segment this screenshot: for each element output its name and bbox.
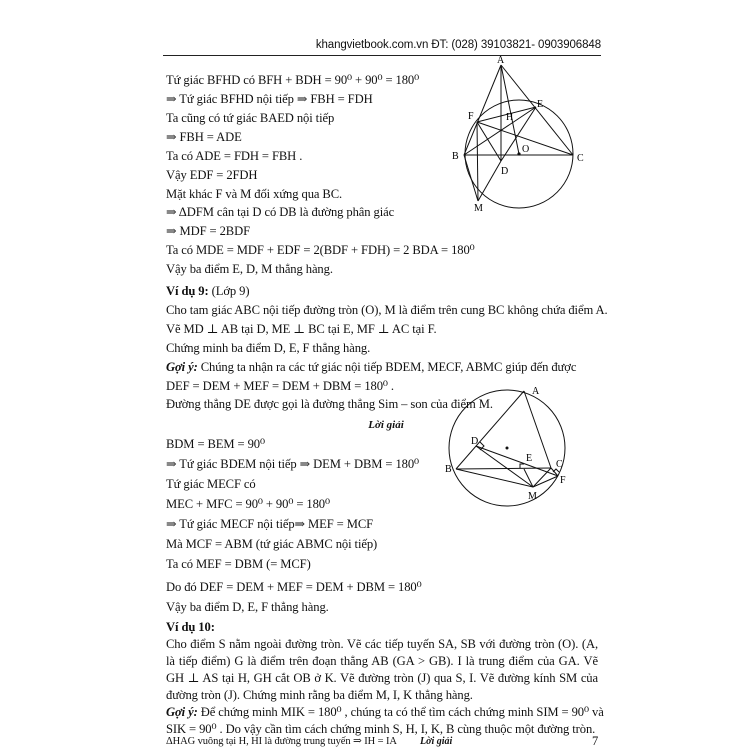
text-line: Ta cũng có tứ giác BAED nội tiếp <box>166 111 335 125</box>
label-d: D <box>471 436 479 447</box>
text-line: SIK = 90⁰ . Do vậy cần tìm cách chứng minh S, H, I, K, B cùng thuộc một đường tròn. <box>166 722 596 736</box>
example-9-heading: Ví dụ 9: (Lớp 9) <box>166 284 250 298</box>
text-line: ⇒ ΔDFM cân tại D có DB là đường phân giác <box>166 205 395 219</box>
geometry-figure-1 <box>440 55 600 220</box>
text-line: ⇒ Tứ giác BDEM nội tiếp ⇒ DEM + DBM = 180⁰ <box>166 457 419 471</box>
label-c: C <box>577 153 584 164</box>
label-d: D <box>501 166 509 177</box>
text-line: đường tròn (J). Chứng minh rằng ba điểm M, I, K thẳng hàng. <box>166 688 473 702</box>
label-b: B <box>452 151 459 162</box>
text-line: là tiếp điểm) G là điểm trên đoạn thẳng AB (GA > GB). I là trung điểm của GA. Vẽ <box>166 654 598 668</box>
text-line: Đường thẳng DE được gọi là đường thẳng Sim – son của điểm M. <box>166 397 493 411</box>
text-line: Vậy ba điểm E, D, M thẳng hàng. <box>166 262 333 276</box>
label-e: E <box>537 99 544 110</box>
page-number: 7 <box>592 734 599 748</box>
text-line: ⇒ Tứ giác BFHD nội tiếp ⇒ FBH = FDH <box>166 92 373 106</box>
text-line: MEC + MFC = 90⁰ + 90⁰ = 180⁰ <box>166 497 330 511</box>
solution-title: Lời giải <box>368 419 404 431</box>
text-line: Mặt khác F và M đối xứng qua BC. <box>166 187 343 201</box>
geometry-figure-2 <box>440 380 600 510</box>
text-line: Cho điểm S nằm ngoài đường tròn. Vẽ các tiếp tuyến SA, SB với đường tròn (O). (A, <box>166 637 598 651</box>
text-line: Do đó DEF = DEM + MEF = DEM + DBM = 180⁰ <box>166 580 422 594</box>
label-m: M <box>528 491 537 502</box>
text-line: Ta có MEF = DBM (= MCF) <box>166 557 311 571</box>
text-line: Vậy ba điểm D, E, F thẳng hàng. <box>166 600 329 614</box>
label-f: F <box>468 111 474 122</box>
label-m: M <box>474 203 483 214</box>
text-line: Chứng minh ba điểm D, E, F thẳng hàng. <box>166 341 371 355</box>
text-line: Tứ giác MECF có <box>166 477 256 491</box>
label-h: H <box>506 112 514 123</box>
text-line: ⇒ MDF = 2BDF <box>166 224 250 238</box>
text-line: Ta có MDE = MDF + EDF = 2(BDF + FDH) = 2 BDA = 180⁰ <box>166 243 475 257</box>
label-e: E <box>526 453 533 464</box>
text-line: BDM = BEM = 90⁰ <box>166 437 265 451</box>
text-line: Ta có ADE = FDH = FBH . <box>166 149 303 163</box>
text-line: DEF = DEM + MEF = DEM + DBM = 180⁰ . <box>166 379 394 393</box>
text-line: Mà MCF = ABM (tứ giác ABMC nội tiếp) <box>166 537 378 551</box>
text-line: ⇒ FBH = ADE <box>166 130 242 144</box>
label-c: C <box>556 459 563 470</box>
label-a: A <box>497 55 505 66</box>
label-o: O <box>522 144 530 155</box>
text-line: Cho tam giác ABC nội tiếp đường tròn (O), M là điểm trên cung BC không chứa điểm A. <box>166 303 608 317</box>
label-b: B <box>445 464 452 475</box>
text-line: Vậy EDF = 2FDH <box>166 168 258 182</box>
text-line: Vẽ MD ⊥ AB tại D, ME ⊥ BC tại E, MF ⊥ AC tại F. <box>166 322 437 336</box>
hint-line: Gợi ý: Để chứng minh MIK = 180⁰ , chúng ta có thể tìm cách chứng minh SIM = 90⁰ và <box>166 705 604 719</box>
text-line: ⇒ Tứ giác MECF nội tiếp⇒ MEF = MCF <box>166 517 374 531</box>
text-line: Tứ giác BFHD có BFH + BDH = 90⁰ + 90⁰ = 180⁰ <box>166 73 420 87</box>
label-f: F <box>560 475 566 486</box>
header-contact-text: khangvietbook.com.vn ĐT: (028) 39103821- 0903906848 <box>315 39 601 51</box>
text-line: GH ⊥ AS tại H, GH cắt OB ở K. Vẽ đường tròn (J) qua S, I. Vẽ đường kính SM của <box>166 671 598 685</box>
example-10-heading: Ví dụ 10: <box>166 620 215 634</box>
hint-line: Gợi ý: Chúng ta nhận ra các tứ giác nội tiếp BDEM, MECF, ABMC giúp đến được <box>166 360 577 374</box>
text-line: ΔHAG vuông tại H, HI là đường trung tuyến ⇒ IH = IA <box>166 736 397 747</box>
label-a: A <box>532 386 540 397</box>
solution-title-2: Lời giải <box>420 736 453 747</box>
